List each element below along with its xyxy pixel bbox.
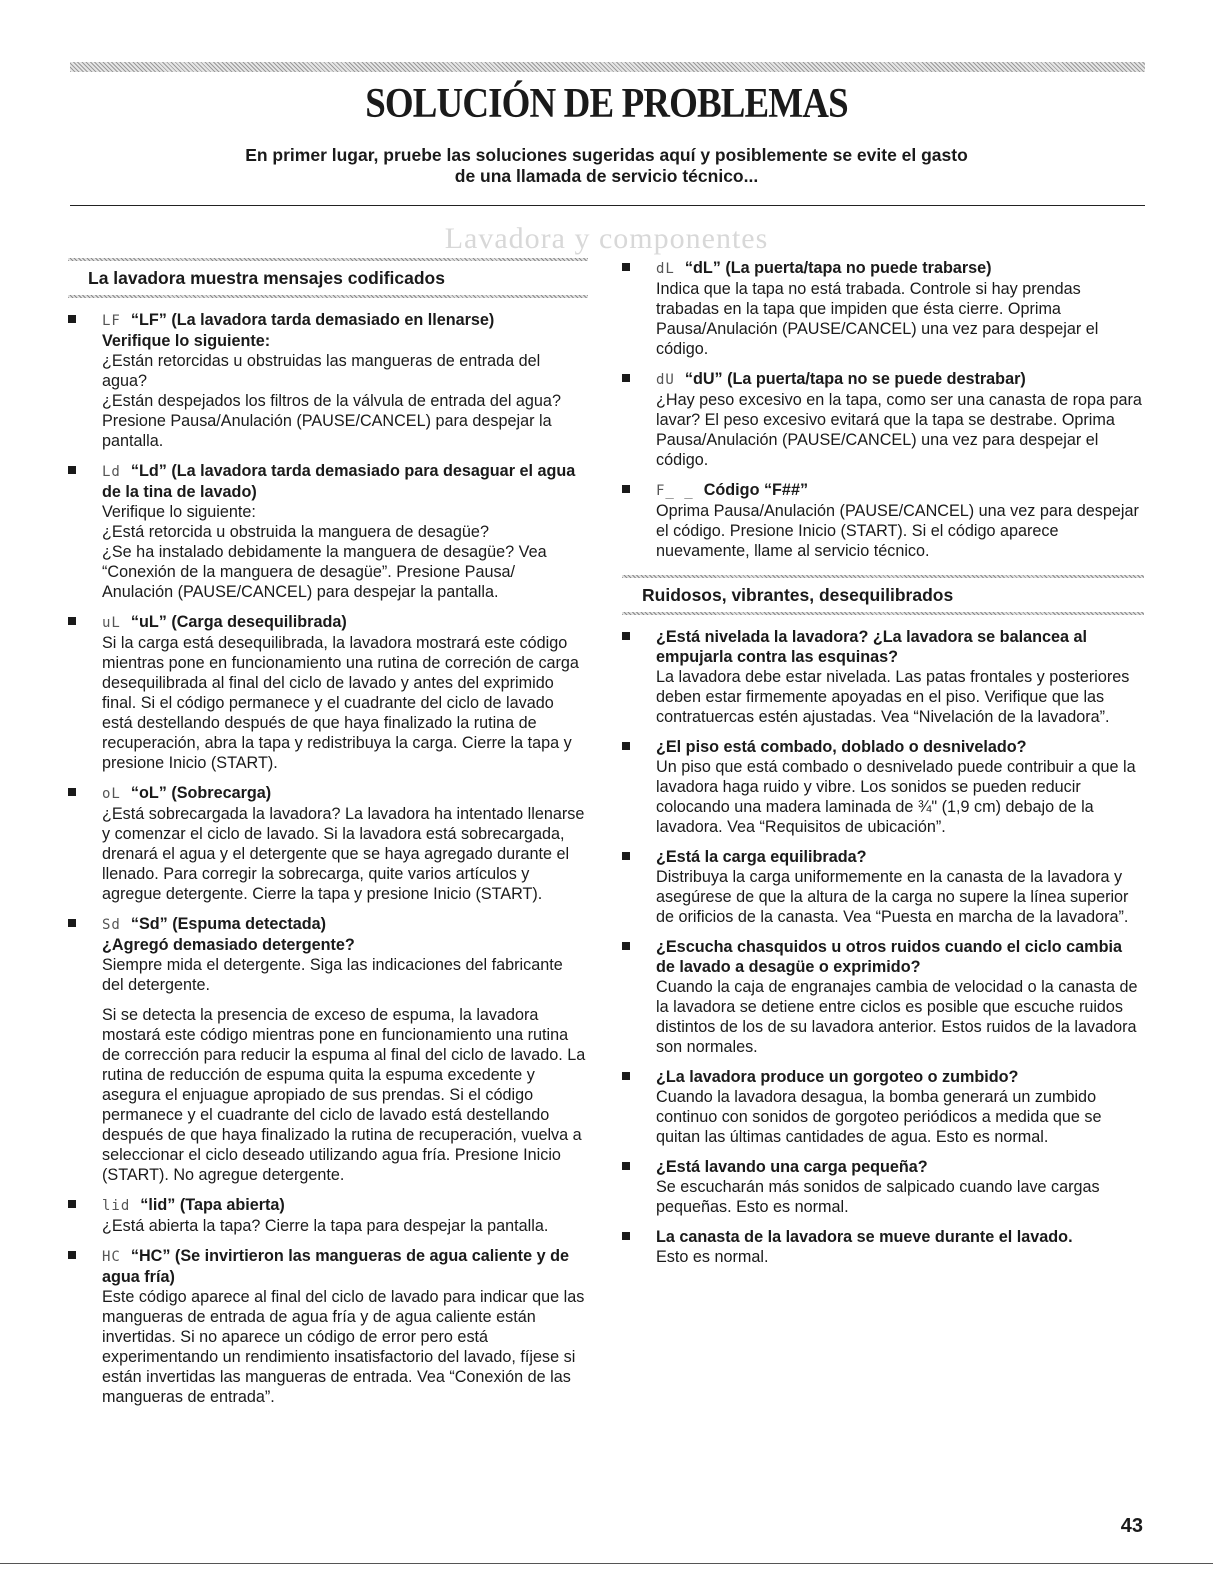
item-text: Presione Pausa/Anulación (PAUSE/CANCEL) para despejar la pantalla. [102, 412, 552, 450]
footer-rule [0, 1563, 1213, 1564]
page-subtitle [180, 145, 1033, 187]
item-text: Verifique lo siguiente: [102, 503, 256, 521]
bullet-icon [622, 632, 630, 640]
item-text: Cuando la caja de engranajes cambia de velocidad o la canasta de la lavadora se detiene entre ciclos es posible que escuche ruidos distintos de los de su lavadora anterior. Estos ruidos de la lavadora son normales. [656, 978, 1138, 1056]
bullet-icon [622, 1072, 630, 1080]
bullet-icon [622, 263, 630, 271]
bullet-icon [68, 1200, 76, 1208]
item-ol [68, 783, 588, 904]
item-text: Este código aparece al final del ciclo de lavado para indicar que las mangueras de entrada de agua fría y de agua caliente están invertidas. Si no aparece un código de error pero está experimentando un rendimiento insatisfactorio del lavado, fíjese si están invertidas las mangueras de entrada. Vea “Conexión de las mangueras de entrada”. [102, 1288, 585, 1406]
item-noise-gurgle [622, 1067, 1144, 1147]
item-title: ¿Está lavando una carga pequeña? [656, 1158, 928, 1176]
item-noise-small-load [622, 1157, 1144, 1217]
item-title: “LF” (La lavadora tarda demasiado en llenarse) [130, 311, 495, 329]
item-text: ¿Están despejados los filtros de la válvula de entrada del agua? [102, 392, 561, 410]
item-text: Siempre mida el detergente. Siga las indicaciones del fabricante del detergente. [102, 956, 563, 994]
item-title: “lid” (Tapa abierta) [140, 1196, 285, 1214]
bullet-icon [622, 1232, 630, 1240]
item-lf [68, 310, 588, 451]
item-text: Un piso que está combado o desnivelado puede contribuir a que la lavadora haga ruido y vibre. Los sonidos se pueden reducir colocando una madera laminada de ¾" (1,9 cm) debajo de la lavadora. Vea “Requisitos de ubicación”. [656, 758, 1136, 836]
subtitle-line-2: de una llamada de servicio técnico... [454, 166, 759, 186]
item-title: “oL” (Sobrecarga) [130, 784, 272, 802]
bullet-icon [622, 942, 630, 950]
item-ld [68, 461, 588, 602]
left-column [68, 258, 588, 1417]
display-code-ul: uL [102, 615, 121, 631]
display-code-dl: dL [656, 261, 675, 277]
subhead-coded-messages: La lavadora muestra mensajes codificados [68, 258, 588, 298]
item-f [622, 480, 1144, 561]
item-noise-load [622, 847, 1144, 927]
item-text: Oprima Pausa/Anulación (PAUSE/CANCEL) una vez para despejar el código. Presione Inicio (START). Si el código aparece nuevamente, llame al servicio técnico. [656, 502, 1139, 560]
bullet-icon [622, 485, 630, 493]
item-title: Código “F##” [703, 481, 809, 499]
item-title: ¿Está la carga equilibrada? [656, 848, 867, 866]
bullet-icon [68, 315, 76, 323]
item-noise-basket [622, 1227, 1144, 1267]
item-text: ¿Se ha instalado debidamente la manguera de desagüe? Vea “Conexión de la manguera de desagüe”. Presione Pausa/ Anulación (PAUSE/CANCEL) para despejar la pantalla. [102, 543, 547, 601]
item-text: Indica que la tapa no está trabada. Controle si hay prendas trabadas en la tapa que impiden que ésta cierre. Oprima Pausa/Anulación (PAUSE/CANCEL) una vez para despejar el código. [656, 280, 1099, 358]
display-code-du: dU [656, 372, 675, 388]
item-text: ¿Está retorcida u obstruida la manguera de desagüe? [102, 523, 489, 541]
subtitle-line-1: En primer lugar, pruebe las soluciones sugeridas aquí y posiblemente se evite el gasto [245, 145, 968, 165]
item-dl [622, 258, 1144, 359]
display-code-hc: HC [102, 1249, 121, 1265]
item-text: ¿Hay peso excesivo en la tapa, como ser una canasta de ropa para lavar? El peso excesivo evitará que la tapa se destrabe. Oprima Pausa/Anulación (PAUSE/CANCEL) una vez para despejar el código. [656, 391, 1142, 469]
item-text: Si la carga está desequilibrada, la lavadora mostrará este código mientras pone en funcionamiento una rutina de correción de carga desequilibrada al final del ciclo de lavado y antes del exprimido final. Si el código permanece y el cuadrante del ciclo de lavado está destellando después de que haya finalizado la rutina de recuperación, abra la tapa y redistribuya la carga. Cierre la tapa y presione Inicio (START). [102, 634, 579, 772]
bullet-icon [622, 852, 630, 860]
item-text: ¿Está sobrecargada la lavadora? La lavadora ha intentado llenarse y comenzar el ciclo de lavado. Si la lavadora está sobrecargada, drenará el agua y el detergente que se haya agregado durante el llenado. Para corregir la sobrecarga, quite varios artículos y agregue detergente. Cierre la tapa y presione Inicio (START). [102, 805, 585, 903]
item-title: ¿Escucha chasquidos u otros ruidos cuando el ciclo cambia de lavado a desagüe o exprimido? [656, 938, 1122, 976]
item-text: Esto es normal. [656, 1248, 769, 1266]
display-code-ol: oL [102, 786, 121, 802]
header-pattern-band [70, 62, 1145, 72]
item-title: ¿La lavadora produce un gorgoteo o zumbido? [656, 1068, 1019, 1086]
display-code-ld: Ld [102, 464, 121, 480]
item-text: Distribuya la carga uniformemente en la canasta de la lavadora y asegúrese de que la altura de la carga no supere la línea superior de orificios de la canasta. Vea “Puesta en marcha de la lavadora”. [656, 868, 1129, 926]
item-lid [68, 1195, 588, 1236]
item-hc [68, 1246, 588, 1407]
page-title: SOLUCIÓN DE PROBLEMAS [365, 81, 848, 127]
item-title: “Sd” (Espuma detectada) [130, 915, 327, 933]
subhead-noise: Ruidosos, vibrantes, desequilibrados [622, 575, 1144, 615]
display-code-lid: lid [102, 1198, 131, 1214]
item-title: ¿El piso está combado, doblado o desnivelado? [656, 738, 1027, 756]
bullet-icon [68, 466, 76, 474]
right-column [622, 258, 1144, 1277]
item-subtitle: Verifique lo siguiente: [102, 332, 271, 350]
bullet-icon [68, 1251, 76, 1259]
item-noise-level [622, 627, 1144, 727]
item-subtitle: ¿Agregó demasiado detergente? [102, 936, 355, 954]
item-text: La lavadora debe estar nivelada. Las patas frontales y posteriores deben estar firmemente apoyadas en el piso. Verifique que las contratuercas estén ajustadas. Vea “Nivelación de la lavadora”. [656, 668, 1130, 726]
item-noise-floor [622, 737, 1144, 837]
item-text: Se escucharán más sonidos de salpicado cuando lave cargas pequeñas. Esto es normal. [656, 1178, 1100, 1216]
bullet-icon [68, 919, 76, 927]
page-number: 43 [1120, 1515, 1143, 1537]
header-rule [70, 205, 1145, 206]
display-code-lf: LF [102, 313, 121, 329]
item-title: “Ld” (La lavadora tarda demasiado para desaguar el agua de la tina de lavado) [102, 462, 576, 501]
item-title: “HC” (Se invirtieron las mangueras de agua caliente y de agua fría) [102, 1247, 569, 1286]
item-title: La canasta de la lavadora se mueve durante el lavado. [656, 1228, 1073, 1246]
bullet-icon [68, 617, 76, 625]
item-title: “dL” (La puerta/tapa no puede trabarse) [684, 259, 992, 277]
bullet-icon [622, 1162, 630, 1170]
bullet-icon [622, 742, 630, 750]
bullet-icon [68, 788, 76, 796]
item-noise-clicks [622, 937, 1144, 1057]
item-text: ¿Están retorcidas u obstruidas las mangueras de entrada del agua? [102, 352, 541, 390]
item-text: Si se detecta la presencia de exceso de espuma, la lavadora mostará este código mientras pone en funcionamiento una rutina de corrección para reducir la espuma al final del ciclo de lavado. La rutina de reducción de espuma quita la espuma excedente y asegura el enjuague apropiado de sus prendas. Si el código permanece y el cuadrante del ciclo de lavado está destellando después de que haya finalizado la rutina de recuperación, vuelva a seleccionar el ciclo deseado utilizando agua fría. Presione Inicio (START). No agregue detergente. [102, 1006, 586, 1184]
item-title: “uL” (Carga desequilibrada) [130, 613, 347, 631]
item-sd [68, 914, 588, 1185]
display-code-sd: Sd [102, 917, 121, 933]
display-code-f: F_ _ [656, 483, 694, 499]
bullet-icon [622, 374, 630, 382]
item-ul [68, 612, 588, 773]
item-text: ¿Está abierta la tapa? Cierre la tapa para despejar la pantalla. [102, 1217, 549, 1235]
item-title: ¿Está nivelada la lavadora? ¿La lavadora se balancea al empujarla contra las esquinas? [656, 628, 1087, 666]
section-heading: Lavadora y componentes [444, 222, 769, 255]
item-du [622, 369, 1144, 470]
item-title: “dU” (La puerta/tapa no se puede destrabar) [684, 370, 1026, 388]
item-text: Cuando la lavadora desagua, la bomba generará un zumbido continuo con sonidos de gorgoteo periódicos a medida que se quitan las últimas cantidades de agua. Esto es normal. [656, 1088, 1102, 1146]
